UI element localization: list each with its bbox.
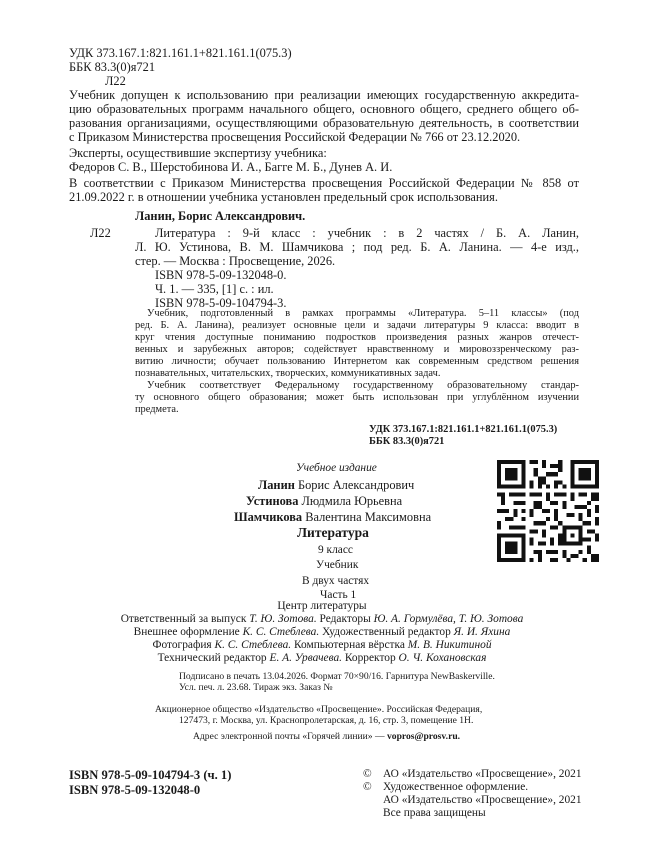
bib-code: Л22 [90, 226, 111, 240]
bib-desc-line: стер. — Москва : Просвещение, 2026. [135, 254, 336, 268]
approval-line: разования организациями, осуществляющими образовательную деятельность, в соответствии [69, 116, 579, 130]
bib-isbn1: ISBN 978-5-09-132048-0. [155, 268, 287, 282]
author2-name: Людмила Юрьевна [301, 494, 403, 508]
credits-label: Фотография [152, 639, 212, 651]
term-paragraph [69, 176, 579, 204]
book-title: Литература [297, 525, 369, 540]
credits-line [60, 639, 584, 652]
credits-name: Т. Ю. Зотова. [249, 613, 317, 625]
credits-name: Я. И. Яхина [453, 626, 511, 638]
footer-isbn: ISBN 978-5-09-132048-0 [69, 783, 201, 797]
term-line: В соответствии с Приказом Министерства просвещения Российской Федерации № 858 от [69, 176, 579, 190]
parts-info: В двух частях [302, 575, 370, 587]
bib-isbn2: ISBN 978-5-09-104794-3. [155, 296, 287, 310]
copyright-symbol: © [363, 768, 372, 780]
credits-center: Центр литературы [277, 600, 367, 612]
credits-name: Ю. А. Гормулёва, Т. Ю. Зотова [373, 613, 524, 625]
bib-codes-bottom [369, 424, 557, 448]
footer-isbn: ISBN 978-5-09-104794-3 (ч. 1) [69, 768, 232, 782]
credits-name: М. В. Никитиной [407, 639, 492, 651]
credits-name: К. С. Стеблева. [214, 639, 292, 651]
credits-label: Редакторы [319, 613, 371, 625]
annotation-line: ту основного общего образования; может быть использован при углублённом изучении [135, 392, 579, 403]
book-kind: Учебник [316, 559, 359, 571]
approval-line: Учебник допущен к использованию при реализации имеющих государственную аккредита- [69, 88, 579, 102]
publisher-address [155, 704, 482, 726]
copyright-text: АО «Издательство «Просвещение», 2021 [383, 768, 582, 780]
author2 [246, 494, 402, 508]
bib-author: Ланин, Борис Александрович. [135, 209, 306, 223]
annotation-line: познавательных, читательских, творческих, коммуникативных задач. [135, 368, 441, 379]
publisher-line: 127473, г. Москва, ул. Краснопролетарская, д. 16, стр. 3, помещение 1Н. [179, 715, 474, 726]
approval-line: с Приказом Министерства просвещения Российской Федерации № 766 от 23.12.2020. [69, 130, 521, 144]
author2-surname: Устинова [246, 494, 299, 508]
annotation-line: Учебник соответствует Федеральному государственному образовательному стандар- [147, 380, 579, 391]
annotation-line: витию личности; обучает пользованию Интернетом как современным средством решения [135, 356, 579, 367]
bib-desc-line: Л. Ю. Устинова, В. М. Шамчикова ; под ред. Б. А. Ланина. — 4-е изд., [135, 240, 579, 254]
copyright-block [363, 768, 582, 820]
credits-line [60, 652, 584, 665]
credits-line [60, 626, 584, 639]
annotation-line: ред. Б. А. Ланина), реализует основные цели и задачи литературы 9 класса: вводит в [135, 320, 579, 331]
bib-pages: Ч. 1. — 335, [1] с. : ил. [155, 282, 274, 296]
credits-name: О. Ч. Кохановская [398, 652, 487, 664]
publisher-line: Акционерное общество «Издательство «Просвещение». Российская Федерация, [155, 704, 483, 715]
credits-block [60, 600, 584, 665]
bib-description [135, 226, 579, 310]
grade: 9 класс [318, 544, 353, 556]
author1-name: Борис Александрович [297, 478, 415, 492]
credits-label: Корректор [344, 652, 396, 664]
copyright-line [363, 768, 582, 781]
experts-label: Эксперты, осуществившие экспертизу учебника: [69, 146, 327, 160]
print-info [179, 671, 495, 693]
udk-code: УДК 373.167.1:821.161.1+821.161.1(075.3) [69, 46, 292, 60]
credits-label: Технический редактор [157, 652, 267, 664]
credits-name: Е. А. Урвачева. [269, 652, 343, 664]
experts-block [69, 146, 579, 174]
annotation-line: венных и зарубежных авторов; содействует нравственному и мировоззренческому раз- [135, 344, 579, 355]
approval-paragraph [69, 88, 579, 144]
experts-names: Федоров С. В., Шерстобинова И. А., Багге М. Б., Дунев А. И. [69, 160, 393, 174]
credits-label: Художественный редактор [322, 626, 451, 638]
approval-line: цию образовательных программ начального общего, основного общего, среднего общего об- [69, 102, 579, 116]
annotation-line: круг чтения доступные пониманию подростков произведения разных жанров отечест- [135, 332, 579, 343]
print-info-line: Усл. печ. л. 23.68. Тираж экз. Заказ № [179, 682, 333, 693]
rights-reserved: Все права защищены [383, 807, 486, 819]
credits-label: Ответственный за выпуск [120, 613, 247, 625]
bib-desc-line: Литература : 9-й класс : учебник : в 2 частях / Б. А. Ланин, [155, 226, 579, 240]
annotation-line: предмета. [135, 404, 179, 415]
print-info-line: Подписано в печать 13.04.2026. Формат 70×90/16. Гарнитура NewBaskerville. [179, 671, 495, 682]
hotline-label: Адрес электронной почты «Горячей линии» — [193, 731, 385, 742]
credits-label: Внешнее оформление [133, 626, 240, 638]
qr-code-icon [497, 460, 599, 562]
udk-code-bottom: УДК 373.167.1:821.161.1+821.161.1(075.3) [369, 424, 558, 435]
annotation [135, 308, 579, 416]
copyright-text: Художественное оформление. [383, 781, 529, 793]
credits-name: К. С. Стеблева. [242, 626, 320, 638]
author3-surname: Шамчикова [234, 510, 303, 524]
term-line: 21.09.2022 г. в отношении учебника установлен предельный срок использования. [69, 190, 498, 204]
copyright-symbol: © [363, 781, 372, 793]
part-number: Часть 1 [320, 589, 357, 601]
author1 [258, 478, 414, 492]
copyright-line [363, 781, 582, 794]
hotline [193, 731, 460, 742]
credits-line [60, 613, 584, 626]
bbk-code: ББК 83.3(0)я721 [69, 60, 156, 74]
author3-name: Валентина Максимовна [305, 510, 432, 524]
hotline-email: vopros@prosv.ru. [386, 731, 461, 742]
header-codes [69, 46, 292, 88]
author-mark: Л22 [105, 74, 126, 88]
copyright-text: АО «Издательство «Просвещение», 2021 [383, 794, 582, 806]
annotation-line: Учебник, подготовленный в рамках программы «Литература. 5–11 классы» (под [147, 308, 579, 319]
footer-isbns [69, 768, 231, 798]
author1-surname: Ланин [258, 478, 295, 492]
bbk-code-bottom: ББК 83.3(0)я721 [369, 436, 445, 447]
author3 [234, 510, 431, 524]
credits-label: Компьютерная вёрстка [294, 639, 405, 651]
edition-type: Учебное издание [296, 462, 377, 474]
